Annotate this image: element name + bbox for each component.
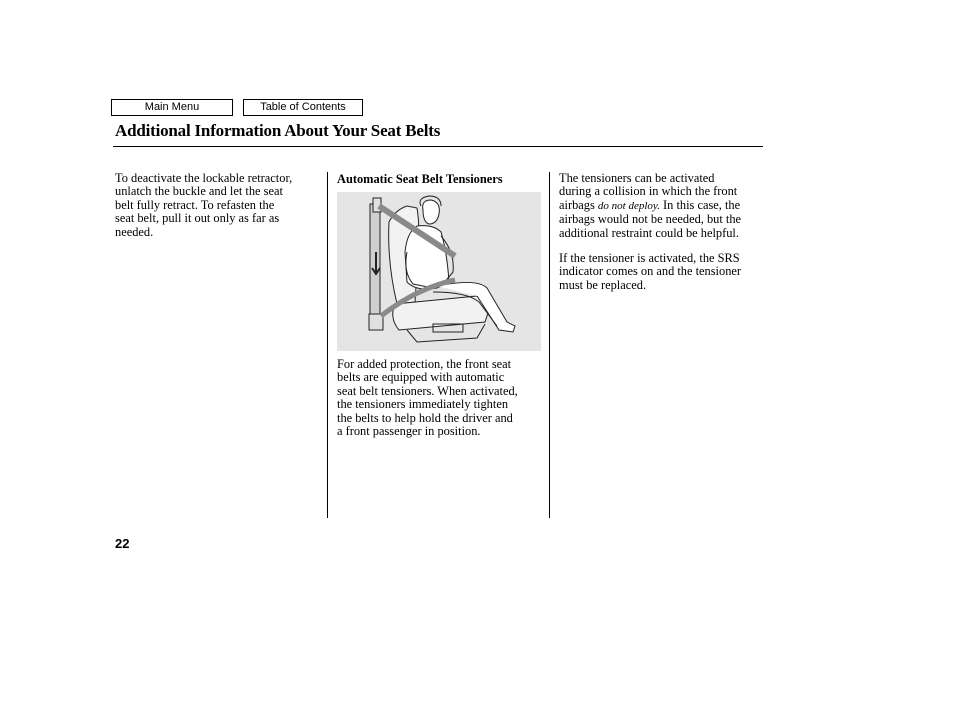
page-title: Additional Information About Your Seat Belts: [115, 121, 441, 140]
column-divider-1: [327, 172, 328, 518]
main-menu-button[interactable]: Main Menu: [111, 99, 233, 116]
text-line: To deactivate the lockable retractor,: [115, 171, 293, 185]
text-line: belts are equipped with automatic: [337, 370, 505, 385]
srs-indicator-paragraph: [559, 252, 741, 292]
column-divider-2: [549, 172, 550, 518]
seat-belt-tensioner-illustration: [337, 192, 541, 351]
text-line: must be replaced.: [559, 277, 647, 292]
table-of-contents-button[interactable]: Table of Contents: [243, 99, 363, 116]
text-line: airbags would not be needed, but the: [559, 212, 742, 227]
text-line: the tensioners immediately tighten: [337, 397, 509, 412]
activation-paragraph: [559, 172, 741, 240]
text-line: The tensioners can be activated: [559, 171, 715, 185]
emphasis-text: do not deploy.: [597, 199, 660, 212]
text-fragment: airbags: [559, 197, 595, 212]
text-line: a front passenger in position.: [337, 424, 481, 439]
text-line: For added protection, the front seat: [337, 357, 512, 371]
page-number: 22: [115, 536, 130, 551]
text-line: [559, 199, 741, 213]
text-line: indicator comes on and the tensioner: [559, 264, 742, 279]
text-line: additional restraint could be helpful.: [559, 225, 739, 240]
text-line: If the tensioner is activated, the SRS: [559, 251, 740, 265]
tensioners-paragraph: [337, 358, 518, 438]
text-line: belt fully retract. To refasten the: [115, 197, 275, 212]
text-line: needed.: [115, 224, 154, 239]
lockable-retractor-paragraph: [115, 172, 292, 239]
text-fragment: In this case, the: [663, 197, 741, 212]
tensioners-heading: Automatic Seat Belt Tensioners: [337, 172, 503, 186]
text-line: the belts to help hold the driver and: [337, 410, 513, 425]
text-line: during a collision in which the front: [559, 184, 738, 199]
text-line: unlatch the buckle and let the seat: [115, 184, 283, 199]
text-line: seat belt tensioners. When activated,: [337, 383, 518, 398]
text-line: seat belt, pull it out only as far as: [115, 211, 280, 226]
title-divider: [113, 146, 763, 147]
